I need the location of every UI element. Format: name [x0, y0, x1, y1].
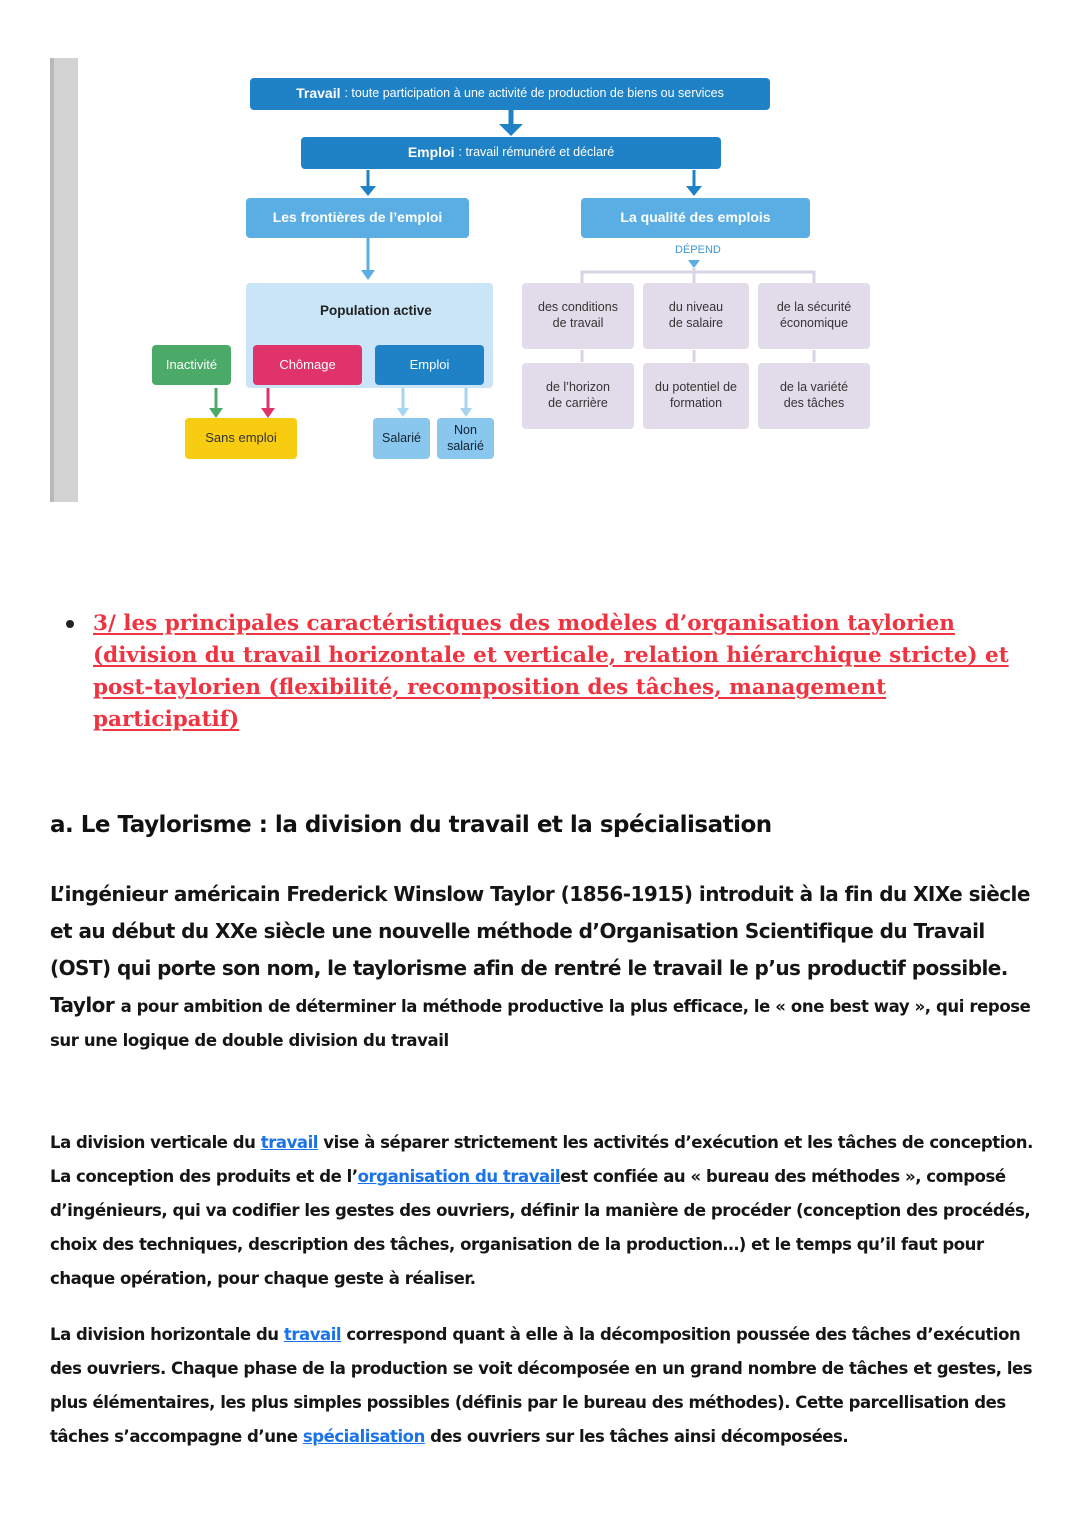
intro-large-text: L’ingénieur américain Frederick Winslow Taylor (1856-1915) introduit à la fin du XIXe siècle et au début du XXe siècle une nouvelle méthode d’Organisation Scientifique du Travail (OST) qui porte son nom, le taylorisme afin de rentré le travail le p’us productif possible. Taylor — [50, 882, 1030, 1017]
frontieres-box: Les frontières de l’emploi — [246, 198, 469, 238]
population-active-label: Population active — [320, 303, 432, 318]
section-bullet — [62, 608, 1022, 736]
sans-emploi-box: Sans emploi — [185, 418, 297, 459]
bullet-dot-icon — [66, 620, 74, 628]
text-segment: est confiée au « bureau des méthodes », composé d’ingénieurs, qui va codifier les gestes des ouvriers, définir la manière de procéder (conception des procédés, choix des techniques, description des tâches, organisation de la production…) et le temps qu’il faut pour chaque opération, pour chaque geste à réaliser. — [50, 1167, 1031, 1288]
qualite-item: du niveau de salaire — [643, 283, 749, 349]
chomage-box: Chômage — [253, 345, 362, 385]
travail-box — [250, 78, 770, 110]
quote-bar — [50, 58, 78, 502]
emploi-box — [301, 137, 721, 169]
link-travail[interactable]: travail — [283, 1325, 342, 1344]
salarie-box: Salarié — [373, 418, 430, 459]
paragraph-vertical-division — [50, 1126, 1040, 1296]
subsection-heading: a. Le Taylorisme : la division du travail et la spécialisation — [50, 812, 772, 838]
inactivite-box: Inactivité — [152, 345, 231, 385]
text-segment: des ouvriers sur les tâches ainsi décomposées. — [424, 1427, 849, 1446]
paragraph-intro — [50, 876, 1040, 1057]
text-segment: correspond quant à elle à la décomposition poussée des tâches d’exécution des ouvriers. Chaque phase de la production se voit décomposée en un grand nombre de tâches et gestes, les plus élémentaires, les plus simples possibles (définis par le bureau des méthodes). Cette parcellisation des tâches s’accompagne d’une — [50, 1325, 1033, 1446]
travail-definition: : toute participation à une activité de production de biens ou services — [344, 86, 724, 101]
qualite-item: des conditions de travail — [522, 283, 634, 349]
text-segment: La division verticale du — [50, 1133, 261, 1152]
employment-diagram — [140, 70, 880, 470]
emploi-small-box: Emploi — [375, 345, 484, 385]
link-travail[interactable]: travail — [260, 1133, 318, 1152]
qualite-item: de la variété des tâches — [758, 363, 870, 429]
text-segment: La division horizontale du — [50, 1325, 284, 1344]
section-title: 3/ les principales caractéristiques des modèles d’organisation taylorien (division du travail horizontale et verticale, relation hiérarchique stricte) et post-taylorien (flexibilité, recomposition des tâches, management participatif) — [93, 611, 1009, 732]
intro-small-text: a pour ambition de déterminer la méthode productive la plus efficace, le « one best way », qui repose sur une logique de double division du travail — [50, 997, 1031, 1050]
qualite-item: du potentiel de formation — [643, 363, 749, 429]
non-salarie-box: Non salarié — [437, 418, 494, 459]
qualite-item: de l’horizon de carrière — [522, 363, 634, 429]
qualite-box: La qualité des emplois — [581, 198, 810, 238]
emploi-title: Emploi — [407, 144, 455, 161]
link-organisation-du-travail[interactable]: organisation du travail — [357, 1167, 561, 1186]
travail-title: Travail — [296, 85, 341, 102]
paragraph-horizontal-division — [50, 1318, 1040, 1454]
depend-label: DÉPEND — [675, 244, 721, 256]
link-specialisation[interactable]: spécialisation — [302, 1427, 425, 1446]
emploi-definition: : travail rémunéré et déclaré — [458, 145, 615, 160]
text-segment: vise à séparer strictement les activités d’exécution et les tâches de conception. La conception des produits et de l’ — [50, 1133, 1033, 1186]
qualite-item: de la sécurité économique — [758, 283, 870, 349]
